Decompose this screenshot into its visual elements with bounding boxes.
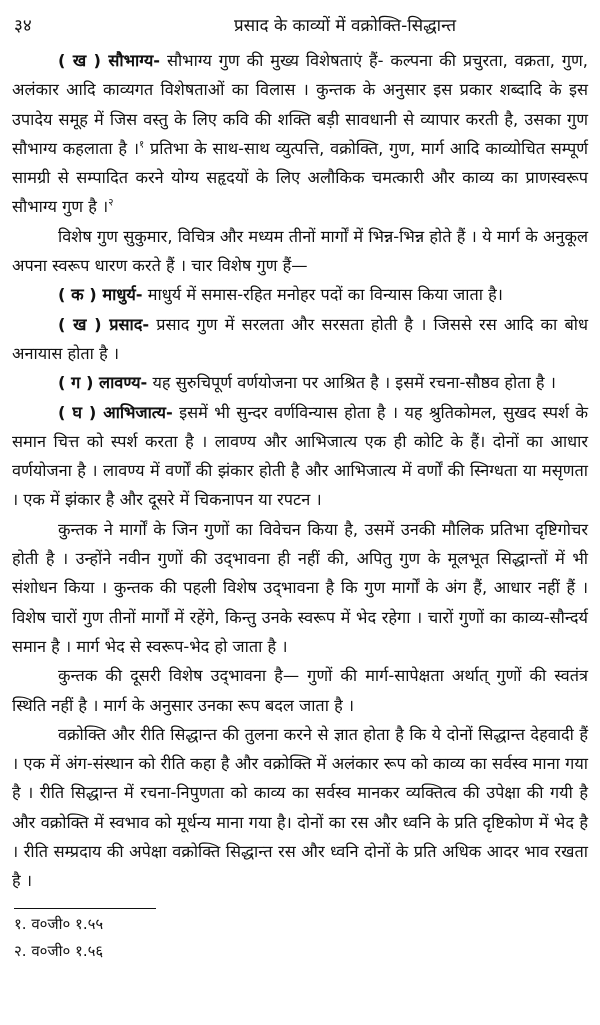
footnote-1: १. व०जी० १.५५: [14, 914, 104, 933]
paragraph-comparison: [12, 720, 588, 896]
term-abhijatya: ( घ ) आभिजात्य-: [58, 402, 173, 422]
paragraph-text: विशेष गुण सुकुमार, विचित्र और मध्यम तीनों मार्गों में भिन्न-भिन्न होते हैं । ये मार्ग के अनुकूल अपना स्वरूप धारण करते हैं । चार विशेष गुण हैं—: [12, 226, 588, 276]
paragraph-text: वक्रोक्ति और रीति सिद्धान्त की तुलना करने से ज्ञात होता है कि ये दोनों सिद्धान्त देहवादी हैं । एक में अंग-संस्थान को रीति कहा है और वक्रोक्ति में अलंकार रूप को काव्य का सर्वस्व माना गया है । रीति सिद्धान्त में रचना-निपुणता को काव्य का सर्वस्व मानकर व्यक्तित्व की उपेक्षा की गयी है और वक्रोक्ति में स्वभाव को मूर्धन्य माना गया है। दोनों का रस और ध्वनि के प्रति दृष्टिकोण में भेद है । रीति सम्प्रदाय की अपेक्षा वक्रोक्ति सिद्धान्त रस और ध्वनि दोनों के प्रति अधिक आदर भाव रखता है ।: [12, 724, 588, 891]
footnotes: [12, 911, 588, 965]
paragraph-text: कुन्तक ने मार्गों के जिन गुणों का विवेचन किया है, उसमें उनकी मौलिक प्रतिभा दृष्टिगोचर होती है । उन्होंने नवीन गुणों की उद्‌भावना ही नहीं की, अपितु गुण के मूलभूत सिद्धान्तों में भी संशोधन किया । कुन्तक की पहली विशेष उद्‌भावना है कि गुण मार्गों के अंग हैं, आधार नहीं हैं । विशेष चारों गुण तीनों मार्गों में रहेंगे, किन्तु उनके स्वरूप में भेद रहेगा । चारों गुणों का काव्य-सौन्दर्य समान है । मार्ग भेद से स्वरूप-भेद हो जाता है ।: [12, 519, 588, 656]
footnote-2: २. व०जी० १.५६: [14, 941, 104, 960]
paragraph-lavanya: [12, 368, 588, 397]
footnote-divider: [14, 908, 156, 909]
paragraph-text: यह सुरुचिपूर्ण वर्णयोजना पर आश्रित है । इसमें रचना-सौष्ठव होता है ।: [147, 373, 556, 393]
term-lavanya: ( ग ) लावण्य-: [58, 373, 148, 393]
page-header: [12, 6, 588, 46]
paragraph-special-qualities: [12, 222, 588, 281]
paragraph-kuntak-second: [12, 661, 588, 720]
paragraph-text: माधुर्य में समास-रहित मनोहर पदों का विन्यास किया जाता है।: [142, 285, 503, 305]
term-madhurya: ( क ) माधुर्य-: [58, 285, 143, 305]
paragraph-text: इसमें भी सुन्दर वर्णविन्यास होता है । यह श्रुतिकोमल, सुखद स्पर्श के समान चित्त को स्पर्श करता है । लावण्य और आभिजात्य एक ही कोटि के हैं। दोनों का आधार वर्णयोजना है । लावण्य में वर्णों की झंकार होती है और आभिजात्य में वर्णों की स्निग्धता या मसृणता । एक में झंकार है और दूसरे में चिकनापन या रपटन ।: [12, 402, 589, 510]
footnote-ref-2: २: [108, 198, 114, 210]
page-number: ३४: [14, 16, 32, 36]
paragraph-kuntak-qualities: [12, 515, 588, 661]
paragraph-abhijatya: [12, 398, 588, 515]
paragraph-prasad: [12, 310, 588, 369]
paragraph-text: प्रसाद गुण में सरलता और सरसता होती है । जिससे रस आदि का बोध अनायास होता है ।: [12, 314, 588, 363]
footnote-ref-1: १: [139, 139, 145, 151]
paragraph-saubhagya: [12, 46, 588, 222]
paragraph-text: कुन्तक की दूसरी विशेष उद्‌भावना है— गुणों की मार्ग-सापेक्षता अर्थात्‌ गुणों की स्वतंत्र स्थिति नहीं है । मार्ग के अनुसार उनका रूप बदल जाता है ।: [12, 666, 588, 715]
body-text: [12, 46, 588, 896]
running-title: प्रसाद के काव्यों में वक्रोक्ति-सिद्धान्त: [233, 16, 457, 36]
term-prasad: ( ख ) प्रसाद-: [58, 314, 150, 334]
paragraph-madhurya: [12, 280, 588, 309]
term-saubhagya: ( ख ) सौभाग्य-: [58, 51, 161, 70]
paragraph-text: सौभाग्य गुण की मुख्य विशेषताएं हैं- कल्पना की प्रचुरता, वक्रता, गुण, अलंकार आदि काव्यगत विशेषताओं का विलास । कुन्तक के अनुसार इस प्रकार शब्दादि के इस उपादेय समूह में जिस वस्तु के लिए कवि की शक्ति बड़ी सावधानी से व्यापार करती है, उसका गुण सौभाग्य कहलाता है ।: [12, 51, 588, 158]
paragraph-text: प्रतिभा के साथ-साथ व्युत्पत्ति, वक्रोक्ति, गुण, मार्ग आदि काव्योचित सम्पूर्ण सामग्री से सम्पादित करने योग्य सहृदयों के लिए अलौकिक चमत्कारी और काव्य का प्राणस्वरूप सौभाग्य गुण है ।: [12, 138, 589, 217]
